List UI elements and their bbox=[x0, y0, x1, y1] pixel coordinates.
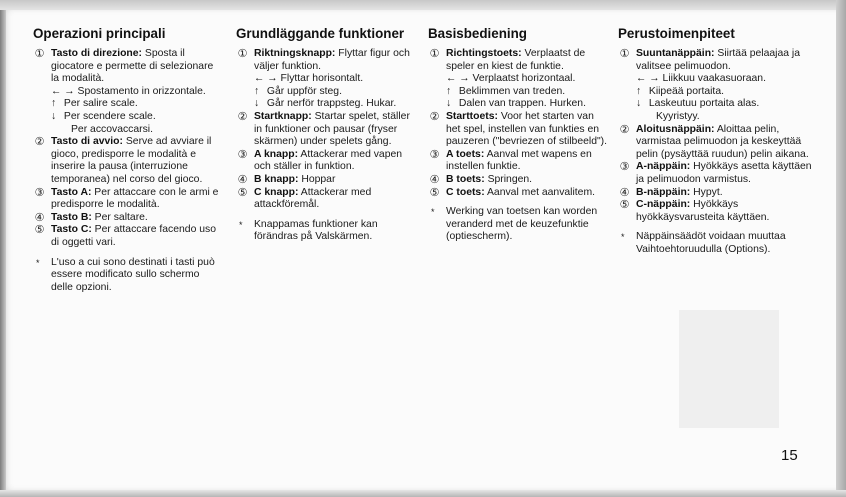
control-item bbox=[428, 187, 608, 200]
direction-line bbox=[51, 86, 223, 99]
direction-line bbox=[51, 111, 223, 124]
direction-text: Liikkuu vaakasuoraan. bbox=[659, 73, 766, 85]
arrow-icon: ← → bbox=[254, 73, 278, 85]
control-item bbox=[618, 161, 814, 186]
control-description: Aanval met wapens en instellen funktie. bbox=[446, 148, 592, 173]
item-number: ③ bbox=[429, 148, 440, 161]
section-title: Grundläggande funktioner bbox=[236, 26, 405, 41]
item-number: ④ bbox=[34, 211, 45, 224]
control-item bbox=[33, 187, 223, 212]
footnote bbox=[33, 257, 223, 295]
control-item bbox=[618, 48, 814, 124]
column-finnish bbox=[618, 26, 814, 257]
section-title: Operazioni principali bbox=[33, 26, 166, 41]
footnote-text: Werking van toetsen kan worden veranderd met de keuzefunktie (optiescherm). bbox=[446, 206, 598, 243]
control-description: Aloittaa pelin, varmistaa pelimuodon ja keskeyttää pelin (pysäyttää ruudun) pelin aikana. bbox=[636, 123, 809, 160]
control-item bbox=[236, 111, 418, 149]
footnote-text: Näppäinsäädöt voidaan muuttaa Vaihtoehtoruudulla (Options). bbox=[636, 231, 786, 255]
direction-text: Kiipeää portaita. bbox=[646, 85, 724, 97]
column-swedish bbox=[236, 26, 418, 244]
direction-line bbox=[254, 73, 418, 86]
control-item bbox=[428, 111, 608, 149]
control-item bbox=[236, 48, 418, 111]
asterisk-icon: * bbox=[36, 257, 40, 268]
control-label: Tasto C: bbox=[51, 224, 92, 236]
page-binding-shadow bbox=[0, 10, 6, 490]
direction-text: Spostamento in orizzontale. bbox=[74, 85, 206, 97]
footnote-text: L'uso a cui sono destinati i tasti può essere modificato sullo schermo delle opzioni. bbox=[51, 256, 215, 293]
control-label: B-näppäin: bbox=[636, 186, 691, 198]
arrow-icon: ↑ bbox=[51, 98, 57, 110]
control-label: B toets: bbox=[446, 173, 485, 185]
footnote bbox=[236, 219, 418, 244]
arrow-icon: ↓ bbox=[51, 110, 57, 122]
arrow-icon: ← → bbox=[446, 73, 470, 85]
control-label: A-näppäin: bbox=[636, 161, 691, 173]
section-title: Basisbediening bbox=[428, 26, 527, 41]
item-number: ① bbox=[429, 48, 440, 60]
arrow-icon: ↓ bbox=[636, 98, 642, 110]
show-through-box bbox=[679, 310, 779, 428]
control-description: Attackerar med vapen och ställer in funktion. bbox=[254, 148, 403, 173]
control-description: Attackerar med attackföremål. bbox=[254, 186, 372, 211]
control-item bbox=[33, 212, 223, 225]
arrow-icon: ↑ bbox=[636, 85, 642, 97]
control-description: Verplaatst de speler en kiest de funktie. bbox=[446, 48, 586, 72]
control-item bbox=[618, 124, 814, 162]
direction-line bbox=[446, 98, 608, 111]
direction-line bbox=[51, 124, 223, 137]
scan-bottom-edge bbox=[0, 490, 846, 497]
direction-text: Dalen van trappen. Hurken. bbox=[456, 98, 586, 110]
direction-line bbox=[446, 86, 608, 99]
direction-text: Per accovaccarsi. bbox=[71, 123, 153, 135]
item-number: ② bbox=[429, 110, 440, 123]
asterisk-icon: * bbox=[621, 232, 625, 243]
arrow-icon: ← → bbox=[51, 85, 75, 97]
control-label: C-näppäin: bbox=[636, 199, 691, 211]
control-item bbox=[33, 224, 223, 249]
control-label: Tasto di direzione: bbox=[51, 48, 143, 59]
control-item bbox=[236, 149, 418, 174]
arrow-icon: ← → bbox=[636, 73, 660, 85]
control-item bbox=[236, 187, 418, 212]
control-description: Startar spelet, ställer in funktioner och pausar (fryser skärmen) under spelets gång. bbox=[254, 110, 410, 148]
control-label: Aloitusnäppäin: bbox=[636, 123, 715, 135]
section-title: Perustoimenpiteet bbox=[618, 26, 735, 41]
control-label: Tasto A: bbox=[51, 186, 92, 198]
scan-top-edge bbox=[0, 0, 846, 10]
arrow-icon: ↓ bbox=[446, 98, 452, 110]
control-label: C knapp: bbox=[254, 186, 299, 198]
direction-line bbox=[254, 98, 418, 111]
direction-text: Beklimmen van treden. bbox=[456, 85, 566, 97]
direction-line bbox=[636, 111, 814, 124]
control-item bbox=[33, 136, 223, 186]
item-number: ④ bbox=[429, 173, 440, 186]
control-item bbox=[428, 149, 608, 174]
direction-line bbox=[446, 73, 608, 86]
control-label: Tasto di avvio: bbox=[51, 136, 123, 148]
control-description: Hypyt. bbox=[690, 186, 723, 198]
asterisk-icon: * bbox=[431, 207, 435, 218]
arrow-icon: ↑ bbox=[446, 85, 452, 97]
direction-text: Går nerför trappsteg. Hukar. bbox=[264, 98, 397, 110]
control-item bbox=[618, 199, 814, 224]
control-item bbox=[428, 48, 608, 111]
control-description: Springen. bbox=[484, 173, 533, 185]
control-description: Hyökkäys hyökkäysvarusteita käyttäen. bbox=[636, 199, 770, 223]
control-label: Riktningsknapp: bbox=[254, 48, 336, 59]
item-number: ③ bbox=[237, 148, 248, 161]
direction-text: Per salire scale. bbox=[61, 98, 138, 110]
control-description: Per attaccare facendo uso di oggetti vari. bbox=[51, 224, 216, 248]
control-item bbox=[618, 187, 814, 200]
direction-line bbox=[636, 73, 814, 86]
control-label: A knapp: bbox=[254, 148, 299, 160]
item-number: ④ bbox=[619, 186, 630, 199]
item-number: ① bbox=[34, 48, 45, 60]
item-number: ④ bbox=[237, 173, 248, 186]
direction-text: Flyttar horisontalt. bbox=[277, 73, 364, 85]
direction-line bbox=[254, 86, 418, 99]
control-description: Hyökkäys asetta käyttäen ja pelimuodon varmistus. bbox=[636, 161, 812, 185]
direction-line bbox=[51, 98, 223, 111]
control-description: Per saltare. bbox=[91, 211, 148, 223]
control-label: B knapp: bbox=[254, 173, 299, 185]
direction-line bbox=[636, 98, 814, 111]
page-right-edge bbox=[836, 0, 846, 497]
item-number: ② bbox=[34, 136, 45, 149]
item-number: ⑤ bbox=[237, 186, 248, 199]
item-number: ① bbox=[237, 48, 248, 60]
footnote-text: Knappamas funktioner kan förändras på Valskärmen. bbox=[254, 218, 378, 243]
direction-text: Per scendere scale. bbox=[61, 110, 156, 122]
item-number: ⑤ bbox=[429, 186, 440, 199]
control-label: Suuntanäppäin: bbox=[636, 48, 715, 59]
control-label: Tasto B: bbox=[51, 211, 92, 223]
item-number: ③ bbox=[619, 161, 630, 174]
control-description: Serve ad avviare il gioco, predisporre le modalità e inserire la pausa (interruzione temporanea) nel corso del gioco. bbox=[51, 136, 212, 185]
control-label: Startknapp: bbox=[254, 110, 312, 122]
control-description: Voor het starten van het spel, instellen van funkties en pauzeren ("bevriezen of stilbeeld"). bbox=[446, 110, 608, 148]
asterisk-icon: * bbox=[239, 219, 243, 230]
direction-text: Går uppför steg. bbox=[264, 85, 342, 97]
arrow-icon: ↓ bbox=[254, 98, 260, 110]
control-description: Per attaccare con le armi e predisporre le modalità. bbox=[51, 186, 219, 211]
footnote bbox=[428, 206, 608, 244]
item-number: ① bbox=[619, 48, 630, 60]
direction-text: Verplaatst horizontaal. bbox=[469, 73, 576, 85]
control-description: Flyttar figur och väljer funktion. bbox=[254, 48, 410, 72]
item-number: ② bbox=[237, 110, 248, 123]
arrow-icon: ↑ bbox=[254, 85, 260, 97]
column-dutch bbox=[428, 26, 608, 244]
control-label: Richtingstoets: bbox=[446, 48, 522, 59]
column-italian bbox=[33, 26, 223, 294]
direction-line bbox=[636, 86, 814, 99]
control-item bbox=[236, 174, 418, 187]
item-number: ⑤ bbox=[619, 199, 630, 212]
control-item bbox=[33, 48, 223, 136]
control-label: Starttoets: bbox=[446, 110, 498, 122]
page-number: 15 bbox=[781, 447, 798, 464]
direction-text: Laskeutuu portaita alas. bbox=[646, 98, 760, 110]
item-number: ⑤ bbox=[34, 224, 45, 237]
item-number: ③ bbox=[34, 186, 45, 199]
control-item bbox=[428, 174, 608, 187]
control-label: C toets: bbox=[446, 186, 485, 198]
control-description: Siirtää pelaajaa ja valitsee pelimuodon. bbox=[636, 48, 801, 72]
control-description: Hoppar bbox=[298, 173, 336, 185]
control-description: Aanval met aanvalitem. bbox=[484, 186, 596, 198]
control-label: A toets: bbox=[446, 148, 485, 160]
item-number: ② bbox=[619, 123, 630, 136]
footnote bbox=[618, 231, 814, 256]
control-description: Sposta il giocatore e permette di selezionare la modalità. bbox=[51, 48, 214, 85]
direction-text: Kyyristyy. bbox=[656, 110, 700, 122]
